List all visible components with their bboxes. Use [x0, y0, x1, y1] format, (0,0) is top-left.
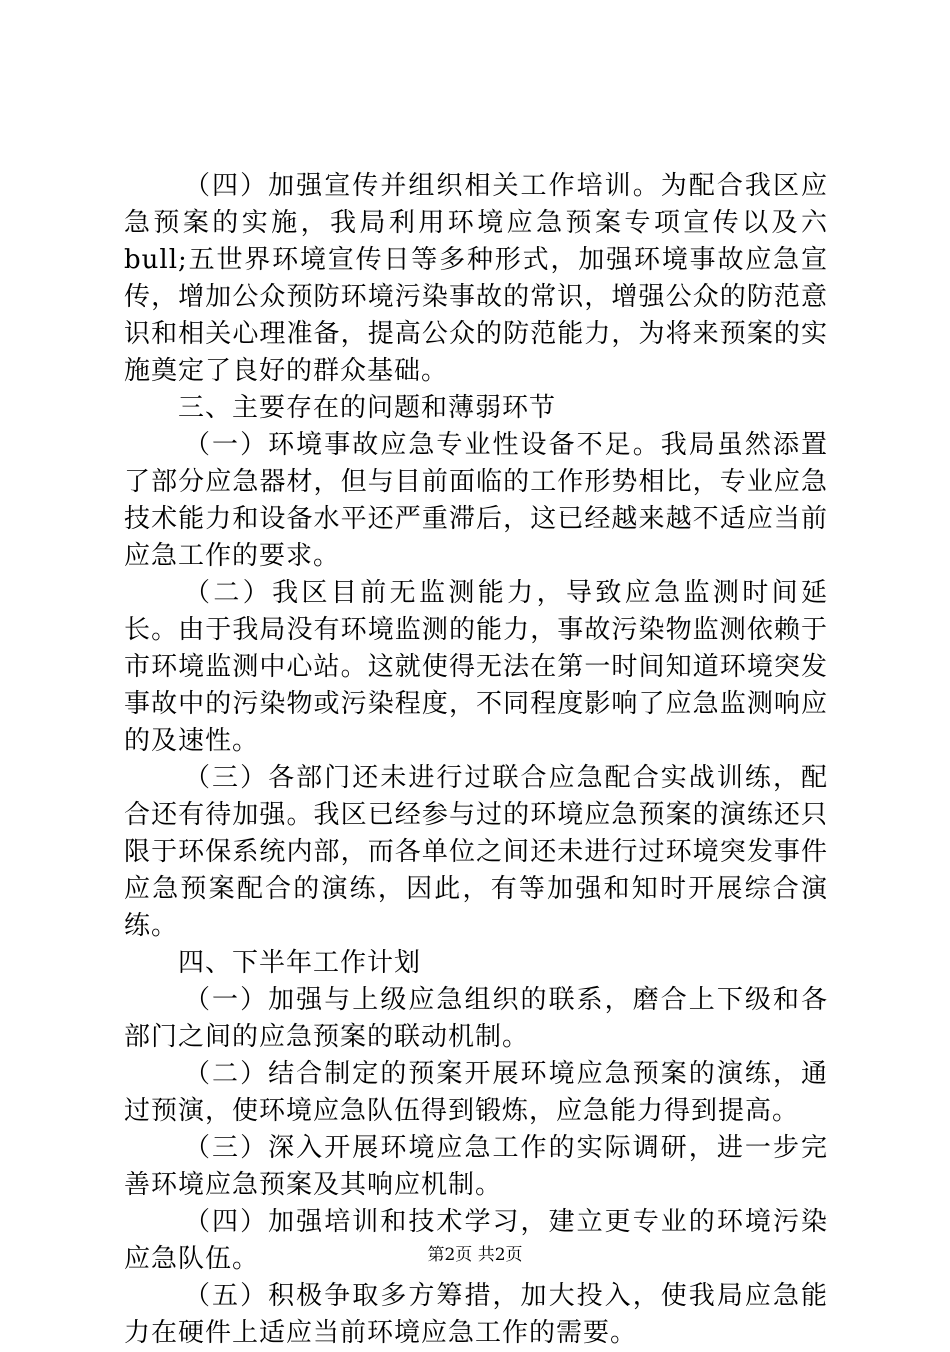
paragraph-plan-item-5: （五）积极争取多方筹措，加大投入，使我局应急能力在硬件上适应当前环境应急工作的需要。 [124, 1281, 828, 1348]
paragraph-publicity-training: （四）加强宣传并组织相关工作培训。为配合我区应急预案的实施，我局利用环境应急预案专项宣传以及六 bull;五世界环境宣传日等多种形式，加强环境事故应急宣传，增加公众预防环境污染事故的常识，增强公众的防范意识和相关心理准备，提高公众的防范能力，为将来预案的实施奠定了良好的群众基础。 [124, 171, 828, 386]
paragraph-joint-drills: （三）各部门还未进行过联合应急配合实战训练，配合还有待加强。我区已经参与过的环境应急预案的演练还只限于环保系统内部，而各单位之间还未进行过环境突发事件应急预案配合的演练，因此，有等加强和知时开展综合演练。 [124, 763, 828, 941]
paragraph-monitoring-capacity: （二）我区目前无监测能力，导致应急监测时间延长。由于我局没有环境监测的能力，事故污染物监测依赖于市环境监测中心站。这就使得无法在第一时间知道环境突发事故中的污染物或污染程度，不同程度影响了应急监测响应的及速性。 [124, 578, 828, 756]
document-body [124, 168, 828, 1352]
section-heading-problems: 三、主要存在的问题和薄弱环节 [178, 393, 557, 423]
paragraph-plan-item-4: （四）加强培训和技术学习，建立更专业的环境污染应急队伍。 [124, 1207, 828, 1274]
paragraph-plan-item-1: （一）加强与上级应急组织的联系，磨合上下级和各部门之间的应急预案的联动机制。 [124, 985, 828, 1052]
paragraph-plan-item-3: （三）深入开展环境应急工作的实际调研，进一步完善环境应急预案及其响应机制。 [124, 1133, 828, 1200]
section-heading-work-plan: 四、下半年工作计划 [178, 948, 422, 978]
page-number-footer: 第2页 共2页 [427, 1245, 523, 1265]
paragraph-equipment-shortage: （一）环境事故应急专业性设备不足。我局虽然添置了部分应急器材，但与目前面临的工作形势相比，专业应急技术能力和设备水平还严重滞后，这已经越来越不适应当前应急工作的要求。 [124, 430, 828, 571]
paragraph-plan-item-2: （二）结合制定的预案开展环境应急预案的演练，通过预演，使环境应急队伍得到锻炼，应急能力得到提高。 [124, 1059, 828, 1126]
